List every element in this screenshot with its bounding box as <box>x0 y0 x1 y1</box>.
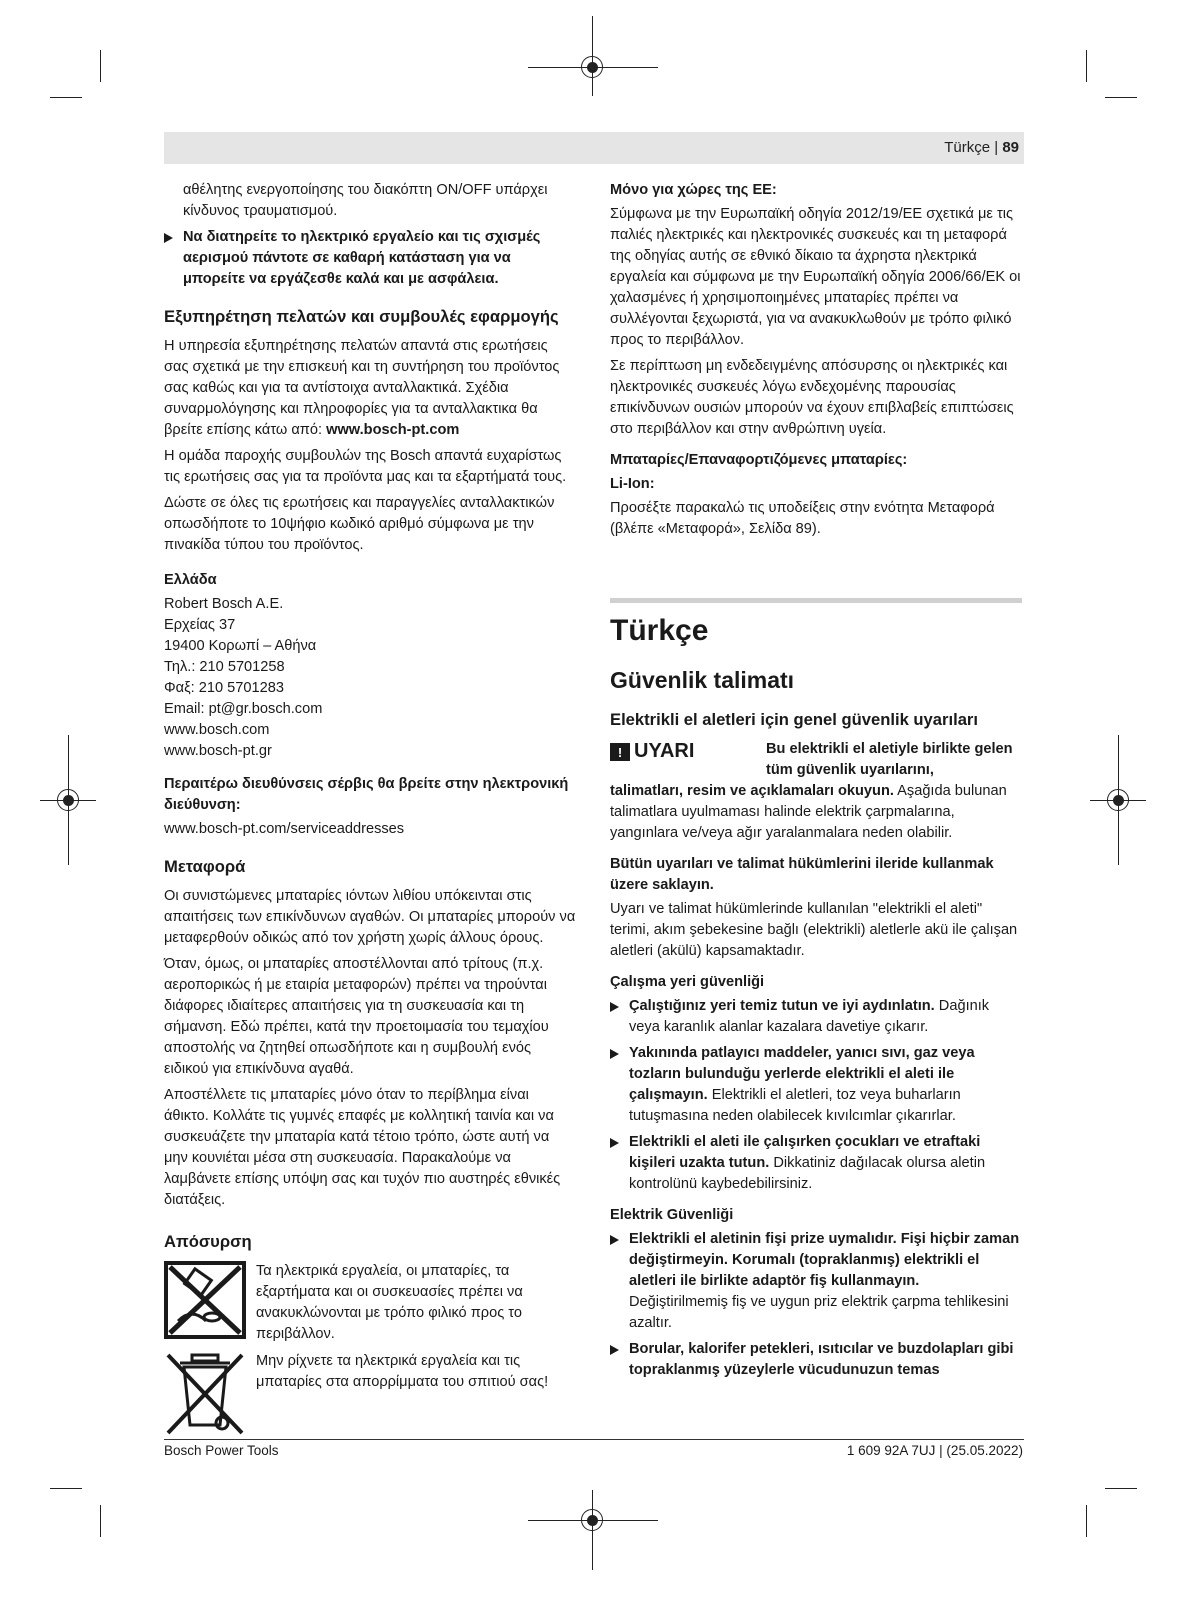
address-link[interactable]: www.bosch-pt.gr <box>164 743 272 759</box>
registration-mark-icon <box>581 56 603 78</box>
bullet-rest: Dikkatiniz dağılacak olursa aletin kontrolünü kaybedebilirsiniz. <box>629 1155 986 1192</box>
footer-doc-number: 1 609 92A 7UJ | (25.05.2022) <box>846 1443 1023 1458</box>
bullet-item <box>610 1132 1022 1195</box>
bullet-triangle-icon <box>610 1345 619 1355</box>
address-line: Τηλ.: 210 5701258 <box>164 659 285 675</box>
address-email[interactable]: Email: pt@gr.bosch.com <box>164 701 323 717</box>
bullet-bold: Borular, kalorifer petekleri, ısıtıcılar ve buzdolapları gibi topraklanmış yüzeylerle vücudunuzun temas <box>629 1341 1014 1378</box>
warning-bold-continuation: talimatları, resim ve açıklamaları okuyun. <box>610 783 894 799</box>
bullet-bold: Elektrikli el aletinin fişi prize uymalıdır. Fişi hiçbir zaman değiştirmeyin. Korumalı (topraklanmış) elektrikli el aletleri ile birlikte adaptör fiş kullanmayın. <box>629 1231 1020 1289</box>
service-text: Η υπηρεσία εξυπηρέτησης πελατών απαντά στις ερωτήσεις σας σχετικά με την επισκευή και τη συντήρηση του προϊόντος σας καθώς και για τα αντίστοιχα ανταλλακτικά. Σχέδια συναρμολόγησης και πληροφορίες για τα ανταλλακτικα θα βρείτε επίσης κάτω από: <box>164 338 560 438</box>
page-header: Türkçe | 89 <box>944 139 1019 156</box>
turkish-title: Türkçe <box>610 614 709 647</box>
bullet-triangle-icon <box>610 1002 619 1012</box>
warning-bold-text: Bu elektrikli el aletiyle birlikte gelen tüm güvenlik uyarılarını, <box>766 741 1013 778</box>
warning-row <box>610 739 1022 781</box>
keep-heading: Bütün uyarıları ve talimat hükümlerini ileride kullanmak üzere saklayın. <box>610 856 994 893</box>
transport-paragraph: Οι συνιστώμενες μπαταρίες ιόντων λιθίου υπόκεινται στις απαιτήσεις των επικίνδυνων αγαθών. Οι μπαταρίες μπορούν να μεταφερθούν οδικώς από τον χρήστη χωρίς άλλους όρους. <box>164 888 576 946</box>
term-paragraph: Uyarı ve talimat hükümlerinde kullanılan "elektrikli el aleti" terimi, akım şebekesine bağlı (elektrikli) aletlerle akü ile çalışan aletleri (akülü) kapsamaktadır. <box>610 901 1018 959</box>
intro-continuation: αθέλητης ενεργοποίησης του διακόπτη ON/OFF υπάρχει κίνδυνος τραυματισμού. <box>183 182 548 219</box>
header-language: Türkçe <box>944 139 991 156</box>
crop-mark <box>1105 97 1137 98</box>
section-divider <box>610 598 1022 603</box>
warning-rest: Aşağıda bulunan talimatlara uyulmaması halinde elektrik çarpmalarına, yangınlara ve/veya ağır yaralanmalara neden olabilir. <box>610 783 1007 841</box>
warning-icon: ! <box>610 743 630 761</box>
electrical-safety-heading: Elektrik Güvenliği <box>610 1207 734 1223</box>
service-paragraph <box>164 336 576 441</box>
transport-paragraph: Αποστέλλετε τις μπαταρίες μόνο όταν το περίβλημα είναι άθικτο. Κολλάτε τις γυμνές επαφές με κολλητική ταινία και να συσκευάζετε την μπαταρία κατά τέτοιο τρόπο, ώστε αυτή να μην κουνιέται μέσα στη συσκευασία. Παρακαλούμε να λαμβάνετε επίσης υπόψη σας και τυχόν πιο αυστηρές εθνικές διατάξεις. <box>164 1087 561 1208</box>
right-column <box>610 180 1022 1386</box>
more-addresses-heading: Περαιτέρω διευθύνσεις σέρβις θα βρείτε στην ηλεκτρονική διεύθυνση: <box>164 776 569 813</box>
bullet-item <box>610 996 1022 1038</box>
safety-title: Güvenlik talimatı <box>610 667 795 693</box>
liion-heading: Li-Ion: <box>610 476 655 492</box>
bullet-bold: Çalıştığınız yeri temiz tutun ve iyi aydınlatın. <box>629 998 935 1014</box>
bullet-bold: Yakınında patlayıcı maddeler, yanıcı sıvı, gaz veya tozların bulunduğu yerlerde elektrikli el aleti ile çalışmayın. <box>629 1045 975 1103</box>
disposal-heading: Απόσυρση <box>164 1232 252 1251</box>
bullet-triangle-icon <box>610 1049 619 1059</box>
service-heading: Εξυπηρέτηση πελατών και συμβουλές εφαρμογής <box>164 307 559 326</box>
crop-mark <box>100 1505 101 1537</box>
address-line: 19400 Κορωπί – Αθήνα <box>164 638 317 654</box>
transport-heading: Μεταφορά <box>164 857 246 876</box>
crop-mark <box>100 50 101 82</box>
bullet-triangle-icon <box>610 1235 619 1245</box>
work-area-heading: Çalışma yeri güvenliği <box>610 974 765 990</box>
warning-label <box>610 739 766 781</box>
bullet-rest: Elektrikli el aletleri, toz veya buharların tutuşmasına neden olabilecek kıvılcımlar çıkarırlar. <box>629 1087 961 1124</box>
bullet-item <box>164 227 576 290</box>
crop-mark <box>1086 1505 1087 1537</box>
left-column <box>164 180 576 1437</box>
disposal-text-2: Μην ρίχνετε τα ηλεκτρικά εργαλεία και τις μπαταρίες στα απορρίμματα του σπιτιού σας! <box>256 1353 549 1390</box>
crossed-bin-icon <box>164 1351 246 1437</box>
battery-heading: Μπαταρίες/Επαναφορτιζόμενες μπαταρίες: <box>610 452 908 468</box>
address-link[interactable]: www.bosch.com <box>164 722 270 738</box>
registration-mark-icon <box>1107 789 1129 811</box>
eu-paragraph: Σύμφωνα με την Ευρωπαϊκή οδηγία 2012/19/ΕΕ σχετικά με τις παλιές ηλεκτρικές και ηλεκτρονικές συσκευές και τη μεταφορά της οδηγίας αυτής σε εθνικό δίκαιο τα άχρηστα ηλεκτρικά εργαλεία και σύμφωνα με την Ευρωπαϊκή οδηγία 2006/66/ΕΚ οι χαλασμένες ή χρησιμοποιημένες μπαταρίες πρέπει να συλλέγονται ξεχωριστά, για να ανακυκλωθούν με τρόπο φιλικό προς το περιβάλλον. <box>610 206 1021 348</box>
bullet-rest: Dağınık veya karanlık alanlar kazalara davetiye çıkarır. <box>629 998 990 1035</box>
page-number: 89 <box>1002 139 1019 156</box>
crop-mark <box>1086 50 1087 82</box>
service-paragraph-3: Δώστε σε όλες τις ερωτήσεις και παραγγελίες ανταλλακτικών οπωσδήποτε το 10ψήφιο κωδικό αριθμό σύμφωνα με την πινακίδα τύπου του προϊόντος. <box>164 495 555 553</box>
crop-mark <box>50 1488 82 1489</box>
bullet-item <box>610 1043 1022 1127</box>
liion-paragraph: Προσέξτε παρακαλώ τις υποδείξεις στην ενότητα Μεταφορά (βλέπε «Μεταφορά», Σελίδα 89). <box>610 500 995 537</box>
bullet-item <box>610 1339 1022 1381</box>
service-paragraph-2: Η ομάδα παροχής συμβουλών της Bosch απαντά ευχαρίστως τις ερωτήσεις σας για τα προϊόντα μας και τα εξαρτήματά τους. <box>164 448 567 485</box>
warning-paragraph <box>610 781 1022 844</box>
recycling-symbol-icon <box>164 1261 246 1339</box>
service-link[interactable]: www.bosch-pt.com <box>326 422 460 438</box>
registration-mark-icon <box>581 1509 603 1531</box>
disposal-text-1: Τα ηλεκτρικά εργαλεία, οι μπαταρίες, τα εξαρτήματα και οι συσκευασίες πρέπει να ανακυκλώνονται με τρόπο φιλικό προς το περιβάλλον. <box>256 1263 523 1342</box>
disposal-row <box>164 1261 576 1345</box>
bullet-triangle-icon <box>164 233 173 243</box>
eu-heading: Μόνο για χώρες της ΕΕ: <box>610 182 777 198</box>
bullet-text: Να διατηρείτε το ηλεκτρικό εργαλείο και τις σχισμές αερισμού πάντοτε σε καθαρή κατάσταση για να μπορείτε να εργάζεσθε καλά και με ασφάλεια. <box>183 229 541 287</box>
more-addresses-link[interactable]: www.bosch-pt.com/serviceaddresses <box>164 821 405 837</box>
eu-paragraph: Σε περίπτωση μη ενδεδειγμένης απόσυρσης οι ηλεκτρικές και ηλεκτρονικές συσκευές λόγω ενδεχομένης παρουσίας επικίνδυνων ουσιών μπορούν να έχουν επιβλαβείς επιπτώσεις στο περιβάλλον και στην ανθρώπινη υγεία. <box>610 358 1014 437</box>
address-line: Ερχείας 37 <box>164 617 236 633</box>
greece-heading: Ελλάδα <box>164 572 217 588</box>
bullet-bold: Elektrikli el aleti ile çalışırken çocukları ve etraftaki kişileri uzakta tutun. <box>629 1134 981 1171</box>
general-warnings-heading: Elektrikli el aletleri için genel güvenlik uyarıları <box>610 710 978 729</box>
transport-paragraph: Όταν, όμως, οι μπαταρίες αποστέλλονται από τρίτους (π.χ. αεροπορικώς ή με εταιρία μεταφορών) πρέπει να τηρούνται διάφορες ιδιαίτερες απαιτήσεις για τη συσκευασία και τη σήμανση. Εδώ πρέπει, κατά την προετοιμασία του τεμαχίου αποστολής να ζητηθεί οπωσδήποτε και η συμβουλή ενός ειδικού για επικίνδυνα αγαθά. <box>164 956 549 1077</box>
crop-mark <box>50 97 82 98</box>
footer-rule <box>164 1439 1024 1440</box>
warning-word: UYARI <box>634 740 695 762</box>
bullet-triangle-icon <box>610 1138 619 1148</box>
address-line: Φαξ: 210 5701283 <box>164 680 284 696</box>
footer-brand: Bosch Power Tools <box>164 1443 279 1458</box>
registration-mark-icon <box>57 789 79 811</box>
address-line: Robert Bosch A.E. <box>164 596 284 612</box>
disposal-row <box>164 1351 576 1437</box>
address-block <box>164 594 576 762</box>
bullet-rest: Değiştirilmemiş fiş ve uygun priz elektrik çarpma tehlikesini azaltır. <box>629 1294 1009 1331</box>
crop-mark <box>1105 1488 1137 1489</box>
header-band <box>164 132 1024 164</box>
bullet-item <box>610 1229 1022 1334</box>
